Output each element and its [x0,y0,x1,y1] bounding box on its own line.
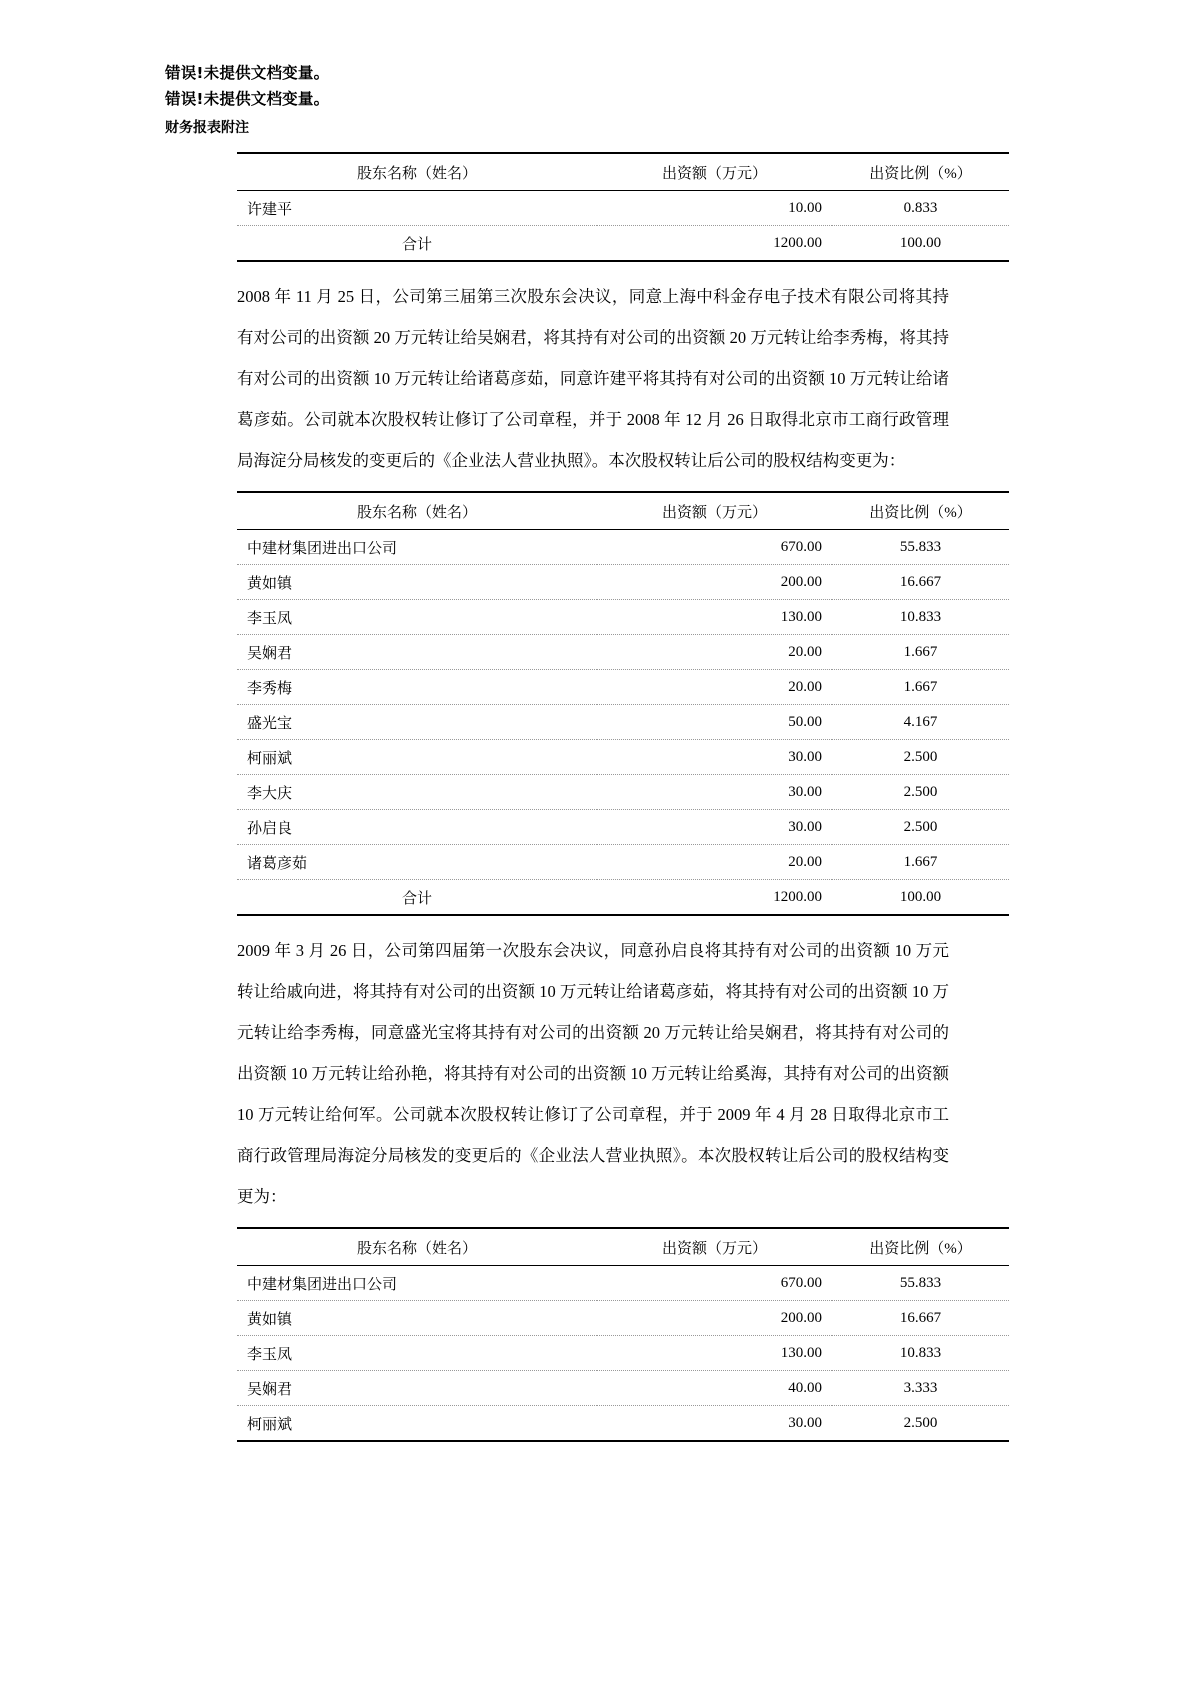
table-total-row [237,226,1009,262]
header-error-line-1: 错误!未提供文档变量。 [165,64,330,82]
column-header-name: 股东名称（姓名） [237,1228,597,1266]
column-header-name: 股东名称（姓名） [237,492,597,530]
column-header-ratio: 出资比例（%） [832,1228,1009,1266]
cell-amount: 10.00 [597,191,832,226]
cell-amount: 30.00 [597,810,832,845]
table-row [237,775,1009,810]
shareholder-table-3 [237,1227,1009,1442]
cell-name: 黄如镇 [237,1301,597,1336]
table-row [237,845,1009,880]
table-row [237,565,1009,600]
cell-ratio: 16.667 [832,565,1009,600]
header-section-title: 财务报表附注 [165,120,249,136]
cell-amount: 30.00 [597,1406,832,1442]
table-row [237,740,1009,775]
cell-amount: 130.00 [597,600,832,635]
cell-total-label: 合计 [237,226,597,262]
cell-ratio: 1.667 [832,670,1009,705]
cell-name: 诸葛彦茹 [237,845,597,880]
table-row [237,1336,1009,1371]
table-row [237,670,1009,705]
cell-amount: 200.00 [597,1301,832,1336]
table-row [237,1371,1009,1406]
page-header [165,60,945,142]
cell-name: 李玉凤 [237,1336,597,1371]
paragraph-2009-resolution: 2009 年 3 月 26 日，公司第四届第一次股东会决议，同意孙启良将其持有对公司的出资额 10 万元转让给戚向进，将其持有对公司的出资额 10 万元转让给诸葛彦茹，将其持有对公司的出资额 10 万元转让给李秀梅，同意盛光宝将其持有对公司的出资额 20 万元转让给吴娴君，将其持有对公司的出资额 10 万元转让给孙艳，将其持有对公司的出资额 10 万元转让给奚海，其持有对公司的出资额 10 万元转让给何军。公司就本次股权转让修订了公司章程，并于 2009 年 4 月 28 日取得北京市工商行政管理局海淀分局核发的变更后的《企业法人营业执照》。本次股权转让后公司的股权结构变更为： [237,941,950,1206]
cell-ratio: 4.167 [832,705,1009,740]
table-row [237,600,1009,635]
cell-name: 李秀梅 [237,670,597,705]
cell-name: 孙启良 [237,810,597,845]
table-row [237,530,1009,565]
paragraph-2008-resolution: 2008 年 11 月 25 日，公司第三届第三次股东会决议，同意上海中科金存电子技术有限公司将其持有对公司的出资额 20 万元转让给吴娴君，将其持有对公司的出资额 20 万元转让给李秀梅，将其持有对公司的出资额 10 万元转让给诸葛彦茹，同意许建平将其持有对公司的出资额 10 万元转让给诸葛彦茹。公司就本次股权转让修订了公司章程，并于 2008 年 12 月 26 日取得北京市工商行政管理局海淀分局核发的变更后的《企业法人营业执照》。本次股权转让后公司的股权结构变更为： [237,287,949,470]
cell-amount: 20.00 [597,845,832,880]
cell-amount: 50.00 [597,705,832,740]
cell-amount: 30.00 [597,775,832,810]
cell-ratio: 3.333 [832,1371,1009,1406]
cell-name: 柯丽斌 [237,1406,597,1442]
table-header-row [237,1228,1009,1266]
cell-ratio: 10.833 [832,600,1009,635]
column-header-ratio: 出资比例（%） [832,153,1009,191]
cell-ratio: 2.500 [832,810,1009,845]
cell-ratio: 2.500 [832,740,1009,775]
column-header-amount: 出资额（万元） [597,492,832,530]
cell-ratio: 16.667 [832,1301,1009,1336]
cell-total-label: 合计 [237,880,597,916]
column-header-amount: 出资额（万元） [597,1228,832,1266]
cell-name: 柯丽斌 [237,740,597,775]
cell-total-ratio: 100.00 [832,226,1009,262]
column-header-name: 股东名称（姓名） [237,153,597,191]
cell-ratio: 0.833 [832,191,1009,226]
shareholder-table-1 [237,152,1009,262]
cell-name: 李大庆 [237,775,597,810]
shareholder-table-2 [237,491,1009,916]
cell-ratio: 10.833 [832,1336,1009,1371]
cell-amount: 200.00 [597,565,832,600]
cell-total-amount: 1200.00 [597,226,832,262]
column-header-ratio: 出资比例（%） [832,492,1009,530]
cell-amount: 670.00 [597,1266,832,1301]
table-header-row [237,492,1009,530]
cell-amount: 130.00 [597,1336,832,1371]
table-row [237,705,1009,740]
cell-ratio: 55.833 [832,530,1009,565]
cell-amount: 670.00 [597,530,832,565]
cell-ratio: 2.500 [832,1406,1009,1442]
table-row [237,810,1009,845]
cell-name: 吴娴君 [237,1371,597,1406]
cell-name: 李玉凤 [237,600,597,635]
table-row [237,191,1009,226]
table-row [237,1266,1009,1301]
cell-name: 许建平 [237,191,597,226]
cell-name: 吴娴君 [237,635,597,670]
table-row [237,1301,1009,1336]
cell-ratio: 2.500 [832,775,1009,810]
header-error-line-2: 错误!未提供文档变量。 [165,90,330,108]
cell-ratio: 1.667 [832,635,1009,670]
cell-name: 黄如镇 [237,565,597,600]
cell-name: 中建材集团进出口公司 [237,1266,597,1301]
table-row [237,1406,1009,1442]
table-header-row [237,153,1009,191]
cell-name: 中建材集团进出口公司 [237,530,597,565]
cell-amount: 40.00 [597,1371,832,1406]
cell-amount: 30.00 [597,740,832,775]
cell-name: 盛光宝 [237,705,597,740]
cell-amount: 20.00 [597,670,832,705]
column-header-amount: 出资额（万元） [597,153,832,191]
cell-ratio: 1.667 [832,845,1009,880]
cell-ratio: 55.833 [832,1266,1009,1301]
table-row [237,635,1009,670]
table-total-row [237,880,1009,916]
cell-amount: 20.00 [597,635,832,670]
cell-total-ratio: 100.00 [832,880,1009,916]
cell-total-amount: 1200.00 [597,880,832,916]
